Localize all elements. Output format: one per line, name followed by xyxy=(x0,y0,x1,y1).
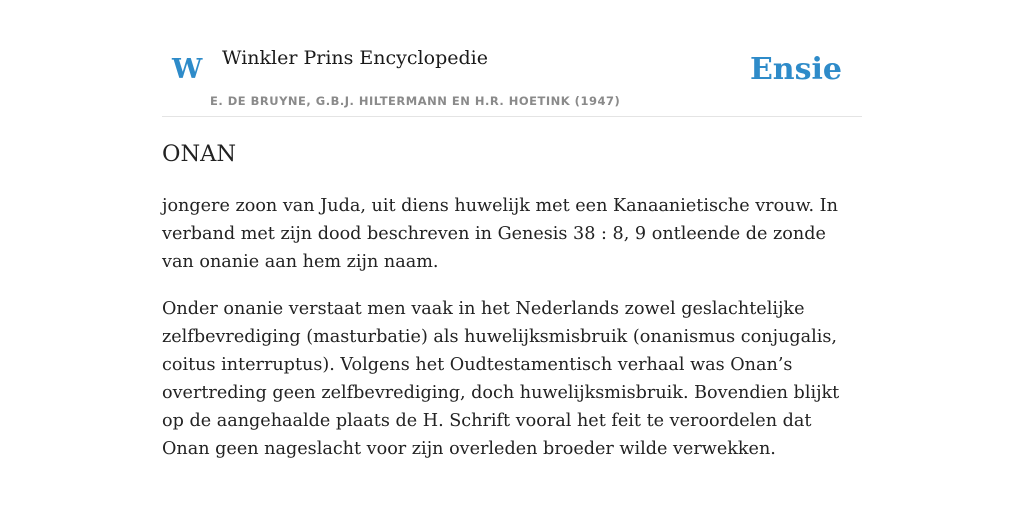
entry-paragraph: Onder onanie verstaat men vaak in het Nederlands zowel geslachtelijke zelfbevrediging (masturbatie) als huwelijksmisbruik (onanismus conjugalis, coitus interruptus). Volgens het Oudtestamentisch verhaal was Onan’s overtreding geen zelfbevrediging, doch huwelijksmisbruik. Bovendien blijkt op de aangehaalde plaats de H. Schrift vooral het feit te veroordelen dat Onan geen nageslacht voor zijn overleden broeder wilde verwekken. xyxy=(162,299,840,459)
entry-title: ONAN xyxy=(162,141,237,167)
winkler-prins-logo[interactable]: W xyxy=(172,54,203,85)
source-authors: E. DE BRUYNE, G.B.J. HILTERMANN EN H.R. HOETINK (1947) xyxy=(210,94,621,108)
entry-paragraph: jongere zoon van Juda, uit diens huwelijk met een Kanaanietische vrouw. In verband met zijn dood beschreven in Genesis 38 : 8, 9 ontleende de zonde van onanie aan hem zijn naam. xyxy=(162,196,838,272)
ensie-logo-link[interactable]: Ensie xyxy=(749,52,842,87)
source-header xyxy=(162,0,862,117)
source-title-link[interactable]: Winkler Prins Encyclopedie xyxy=(222,47,488,69)
article-card xyxy=(162,0,862,512)
